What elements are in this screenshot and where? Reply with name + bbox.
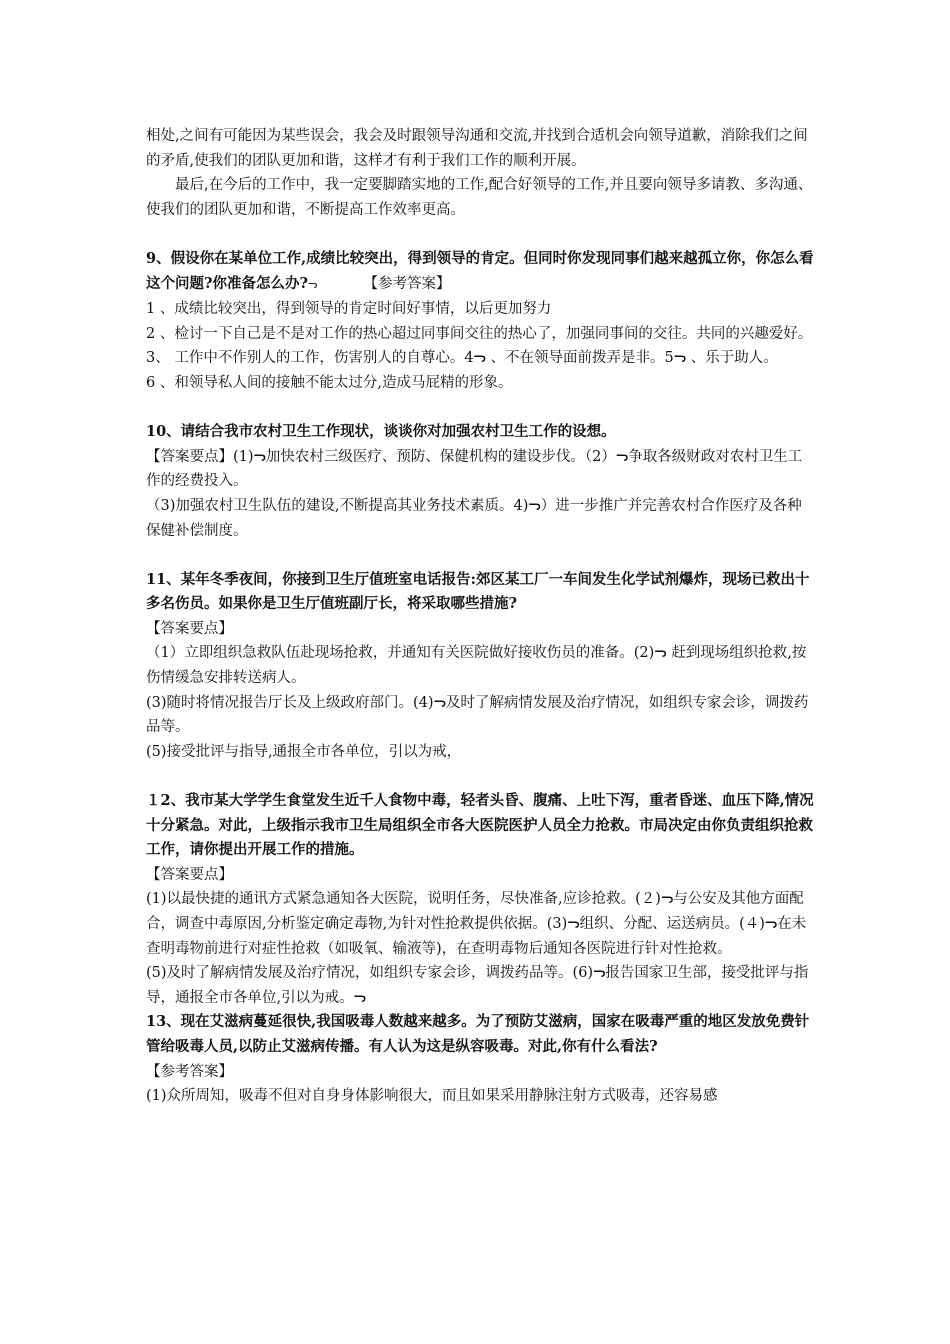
answer-line: 1 、成绩比较突出，得到领导的肯定时间好事情，以后更加努力 bbox=[146, 301, 552, 318]
answer-line: (1)众所周知，吸毒不但对自身身体影响很大，而且如果采用静脉注射方式吸毒，还容易感 bbox=[146, 1088, 718, 1105]
document-page bbox=[146, 124, 814, 1109]
paragraph: 最后,在今后的工作中，我一定要脚踏实地的工作,配合好领导的工作,并且要向领导多请教、多沟通、使我们的团队更加和谐，不断提高工作效率更高。 bbox=[146, 177, 813, 218]
question-12: １2、我市某大学学生食堂发生近千人食物中毒，轻者头昏、腹痛、上吐下泻，重者昏迷、血压下降,情况十分紧急。对此，上级指示我市卫生局组织全市各大医院医护人员全力抢救。市局决定由你负责组织抢救工作，请你提出开展工作的措施。 bbox=[146, 792, 814, 859]
answer-line: (1)以最快捷的通讯方式紧急通知各大医院，说明任务，尽快准备,应诊抢救。(２)ᓓ与公安及其他方面配合，调查中毒原因,分析鉴定确定毒物,为针对性抢救提供依据。(3)ᓓ组织、分配、运送病员。(４)ᓓ在未查明毒物前进行对症性抢救（如吸氧、输液等)，在查明毒物后通知各医院进行针对性抢救。 bbox=[146, 891, 807, 957]
spacer bbox=[146, 764, 814, 789]
answer-line: (5)及时了解病情发展及治疗情况，如组织专家会诊，调拨药品等。(6)ᓓ报告国家卫生部，接受批评与指导，通报全市各单位,引以为戒。ᓓ bbox=[146, 965, 809, 1006]
question-title: 9、假设你在某单位工作,成绩比较突出，得到领导的肯定。但同时你发现同事们越来越孤立你，你怎么看这个问题?你准备怎么办? bbox=[146, 249, 814, 292]
answer-line: 【答案要点】(1)ᓓ加快农村三级医疗、预防、保健机构的建设步伐。（2）ᓓ争取各级财政对农村卫生工作的经费投入。 bbox=[146, 448, 803, 490]
answer-line: （3)加强农村卫生队伍的建设,不断提高其业务技术素质。4)ᓓ）进一步推广并完善农村合作医疗及各种保健补偿制度。 bbox=[146, 497, 802, 539]
answer-line: 6 、和领导私人间的接触不能太过分,造成马屁精的形象。 bbox=[146, 374, 513, 391]
spacer bbox=[146, 396, 814, 421]
answer-line: 3、 工作中不作别人的工作，伤害别人的自尊心。4ᓓ 、不在领导面前拨弄是非。5ᓓ 、乐于助人。 bbox=[146, 350, 778, 367]
mark-glyph: ᓓ bbox=[308, 277, 318, 291]
answer-label: 【答案要点】 bbox=[146, 620, 233, 637]
paragraph: 相处,之间有可能因为某些误会，我会及时跟领导沟通和交流,并找到合适机会向领导道歉，消除我们之间的矛盾,使我们的团队更加和谐，这样才有利于我们工作的顺利开展。 bbox=[146, 128, 808, 169]
question-9 bbox=[146, 247, 814, 297]
spacer bbox=[146, 543, 814, 568]
question-11: 11、某年冬季夜间，你接到卫生厅值班室电话报告:郊区某工厂一车间发生化学试剂爆炸，现场已救出十多名伤员。如果你是卫生厅值班副厅长，将采取哪些措施? bbox=[146, 570, 810, 613]
question-13: 13、现在艾滋病蔓延很快,我国吸毒人数越来越多。为了预防艾滋病，国家在吸毒严重的地区发放免费针管给吸毒人员,以防止艾滋病传播。有人认为这是纵容吸毒。对此,你有什么看法? bbox=[146, 1013, 810, 1055]
answer-line: 2 、检讨一下自己是不是对工作的热心超过同事间交往的热心了，加强同事间的交往。共同的兴趣爱好。 bbox=[146, 325, 813, 342]
answer-line: (3)随时将情况报告厅长及上级政府部门。(4)ᓓ及时了解病情发展及治疗情况，如组织专家会诊，调拨药品等。 bbox=[146, 694, 809, 736]
answer-line: （1）立即组织急救队伍赴现场抢救，并通知有关医院做好接收伤员的准备。(2)ᓓ 赶到现场组织抢救,按伤情缓急安排转送病人。 bbox=[146, 645, 807, 687]
spacer bbox=[146, 222, 814, 247]
answer-line: (5)接受批评与指导,通报全市各单位，引以为戒， bbox=[146, 743, 462, 760]
answer-label: 【答案要点】 bbox=[146, 866, 233, 883]
answer-label: 【参考答案】 bbox=[146, 1063, 233, 1080]
answer-label: 【参考答案】 bbox=[363, 275, 451, 292]
question-10: 10、请结合我市农村卫生工作现状，谈谈你对加强农村卫生工作的设想。 bbox=[146, 423, 616, 441]
